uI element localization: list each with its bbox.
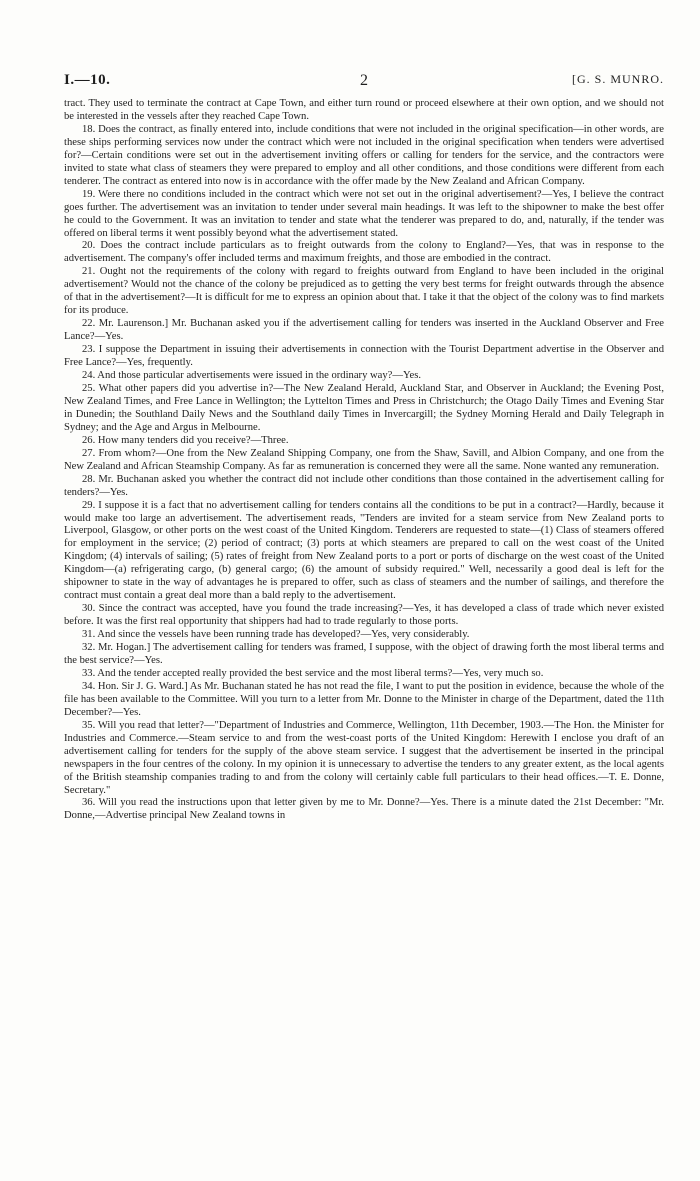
paragraph: tract. They used to terminate the contract at Cape Town, and either turn round or proceed elsewhere at their own option, and we should not be interested in the vessels after they reached Cape Town.: [64, 98, 664, 122]
document-reference: I.—10.: [64, 72, 111, 88]
paragraph: 32. Mr. Hogan.] The advertisement calling for tenders was framed, I suppose, with the object of drawing forth the most liberal terms and the best service?—Yes.: [64, 642, 664, 666]
page-body: [64, 98, 664, 823]
paragraph: 26. How many tenders did you receive?—Three.: [82, 434, 289, 446]
witness-name: [G. S. MUNRO.: [571, 72, 664, 86]
page-number: 2: [360, 72, 368, 89]
paragraph: 35. Will you read that letter?—"Department of Industries and Commerce, Wellington, 11th December, 1903.—The Hon. the Minister for Industries and Commerce.—Steam service to and from the west-coast ports of the United Kingdom: Herewith I enclose you draft of an advertisement calling for tenders for the supply of the above steam service. I suggest that the advertisement be inserted in the principal newspapers in the four centres of the colony. In my opinion it is unnecessary to advertise the tenders to any greater extent, as the local agents of the British steamship companies trading to and from the colony will certainly cable full particulars to their head offices.—T. E. Donne, Secretary.": [64, 719, 664, 796]
paragraph: 25. What other papers did you advertise in?—The New Zealand Herald, Auckland Star, and Observer in Auckland; the Evening Post, New Zealand Times, and Free Lance in Wellington; the Lyttelton Times and Press in Christchurch; the Otago Daily Times and Evening Star in Dunedin; the Southland Daily News and the Southland daily Times in Invercargill; the Sydney Morning Herald and Daily Telegraph in Sydney; and the Age and Argus in Melbourne.: [64, 382, 664, 433]
paragraph: 22. Mr. Laurenson.] Mr. Buchanan asked you if the advertisement calling for tenders was inserted in the Auckland Observer and Free Lance?—Yes.: [64, 318, 664, 343]
paragraph: 19. Were there no conditions included in the contract which were not set out in the original advertisement?—Yes, I believe the contract goes further. The advertisement was an invitation to tender under several main headings. It was left to the shipowner to make the best offer he could to the Government. It was an invitation to tender and state what the tenderer was prepared to do, and, naturally, if the tender was offered on liberal terms it went possibly beyond what the advertisement stated.: [64, 188, 664, 239]
paragraph: 36. Will you read the instructions upon that letter given by me to Mr. Donne?—Yes. There is a minute dated the 21st December: "Mr. Donne,—Advertise principal New Zealand towns in: [64, 797, 664, 822]
paragraph: 31. And since the vessels have been running trade has developed?—Yes, very considerably.: [82, 629, 470, 641]
paragraph: 33. And the tender accepted really provided the best service and the most liberal terms?—Yes, very much so.: [82, 667, 544, 679]
paragraph: 27. From whom?—One from the New Zealand Shipping Company, one from the Shaw, Savill, and Albion Company, and one from the New Zealand and African Steamship Company. As far as remuneration is concerned they were all the same. None wanted any remuneration.: [64, 447, 664, 472]
paragraph: 28. Mr. Buchanan asked you whether the contract did not include other conditions than those contained in the advertisement calling for tenders?—Yes.: [64, 473, 664, 498]
paragraph: 20. Does the contract include particulars as to freight outwards from the colony to England?—Yes, that was in response to the advertisement. The company's offer included terms and maximum freights, and those are embodied in the contract.: [64, 240, 664, 265]
paragraph: 30. Since the contract was accepted, have you found the trade increasing?—Yes, it has developed a class of trade which never existed before. It was the first real opportunity that shippers had had to trade regularly to those ports.: [64, 603, 664, 628]
page-header: [64, 72, 664, 92]
paragraph: 24. And those particular advertisements were issued in the ordinary way?—Yes.: [82, 370, 422, 382]
paragraph: 18. Does the contract, as finally entered into, include conditions that were not included in the original specification—in other words, are these ships performing services now under the contract which were not included in the original specification when tenders were advertised for?—Certain conditions were set out in the advertisement inviting offers or calling for tenders for the service, and the contractors were invited to state what class of steamers they were prepared to employ and all other conditions, and those conditions were different from each tenderer. The contract as entered into now is in accordance with the offer made by the New Zealand and African Company.: [64, 123, 664, 187]
paragraph: 21. Ought not the requirements of the colony with regard to freights outward from England to have been included in the original advertisement? Would not the chance of the colony be prejudiced as to getting the very best terms for freight outwards through the absence of that in the advertisement?—It is difficult for me to express an opinion about that. I take it that the object of the colony was to find markets for its produce.: [64, 266, 664, 317]
paragraph: 34. Hon. Sir J. G. Ward.] As Mr. Buchanan stated he has not read the file, I want to put the position in evidence, because the whole of the file has been available to the Committee. Will you turn to a letter from Mr. Donne to the Minister in charge of the Department, dated the 11th December?—Yes.: [64, 680, 664, 718]
paragraph: 23. I suppose the Department in issuing their advertisements in connection with the Tourist Department advertise in the Observer and Free Lance?—Yes, frequently.: [64, 344, 664, 369]
paragraph: 29. I suppose it is a fact that no advertisement calling for tenders contains all the conditions to be put in a contract?—Hardly, because it would make too large an advertisement. The advertisement reads, "Tenders are invited for a steam service from New Zealand ports to Liverpool, Glasgow, or other ports on the west coast of the United Kingdom. Tenderers are requested to state—(1) Class of steamers offered for employment in the service; (2) period of contract; (3) ports at which steamers are prepared to call on the west coast of the United Kingdom; (4) intervals of sailing; (5) rates of freight from New Zealand ports to a port or ports of discharge on the west coast of the United Kingdom—(a) refrigerating cargo, (b) general cargo; (6) the amount of subsidy required." Well, necessarily a good deal is left for the shipowner to state in the way of advantages he is prepared to offer, such as class of steamers and the number of sailings, and therefore the contract must contain a great deal more than a bald reply to the advertisement.: [64, 499, 664, 602]
